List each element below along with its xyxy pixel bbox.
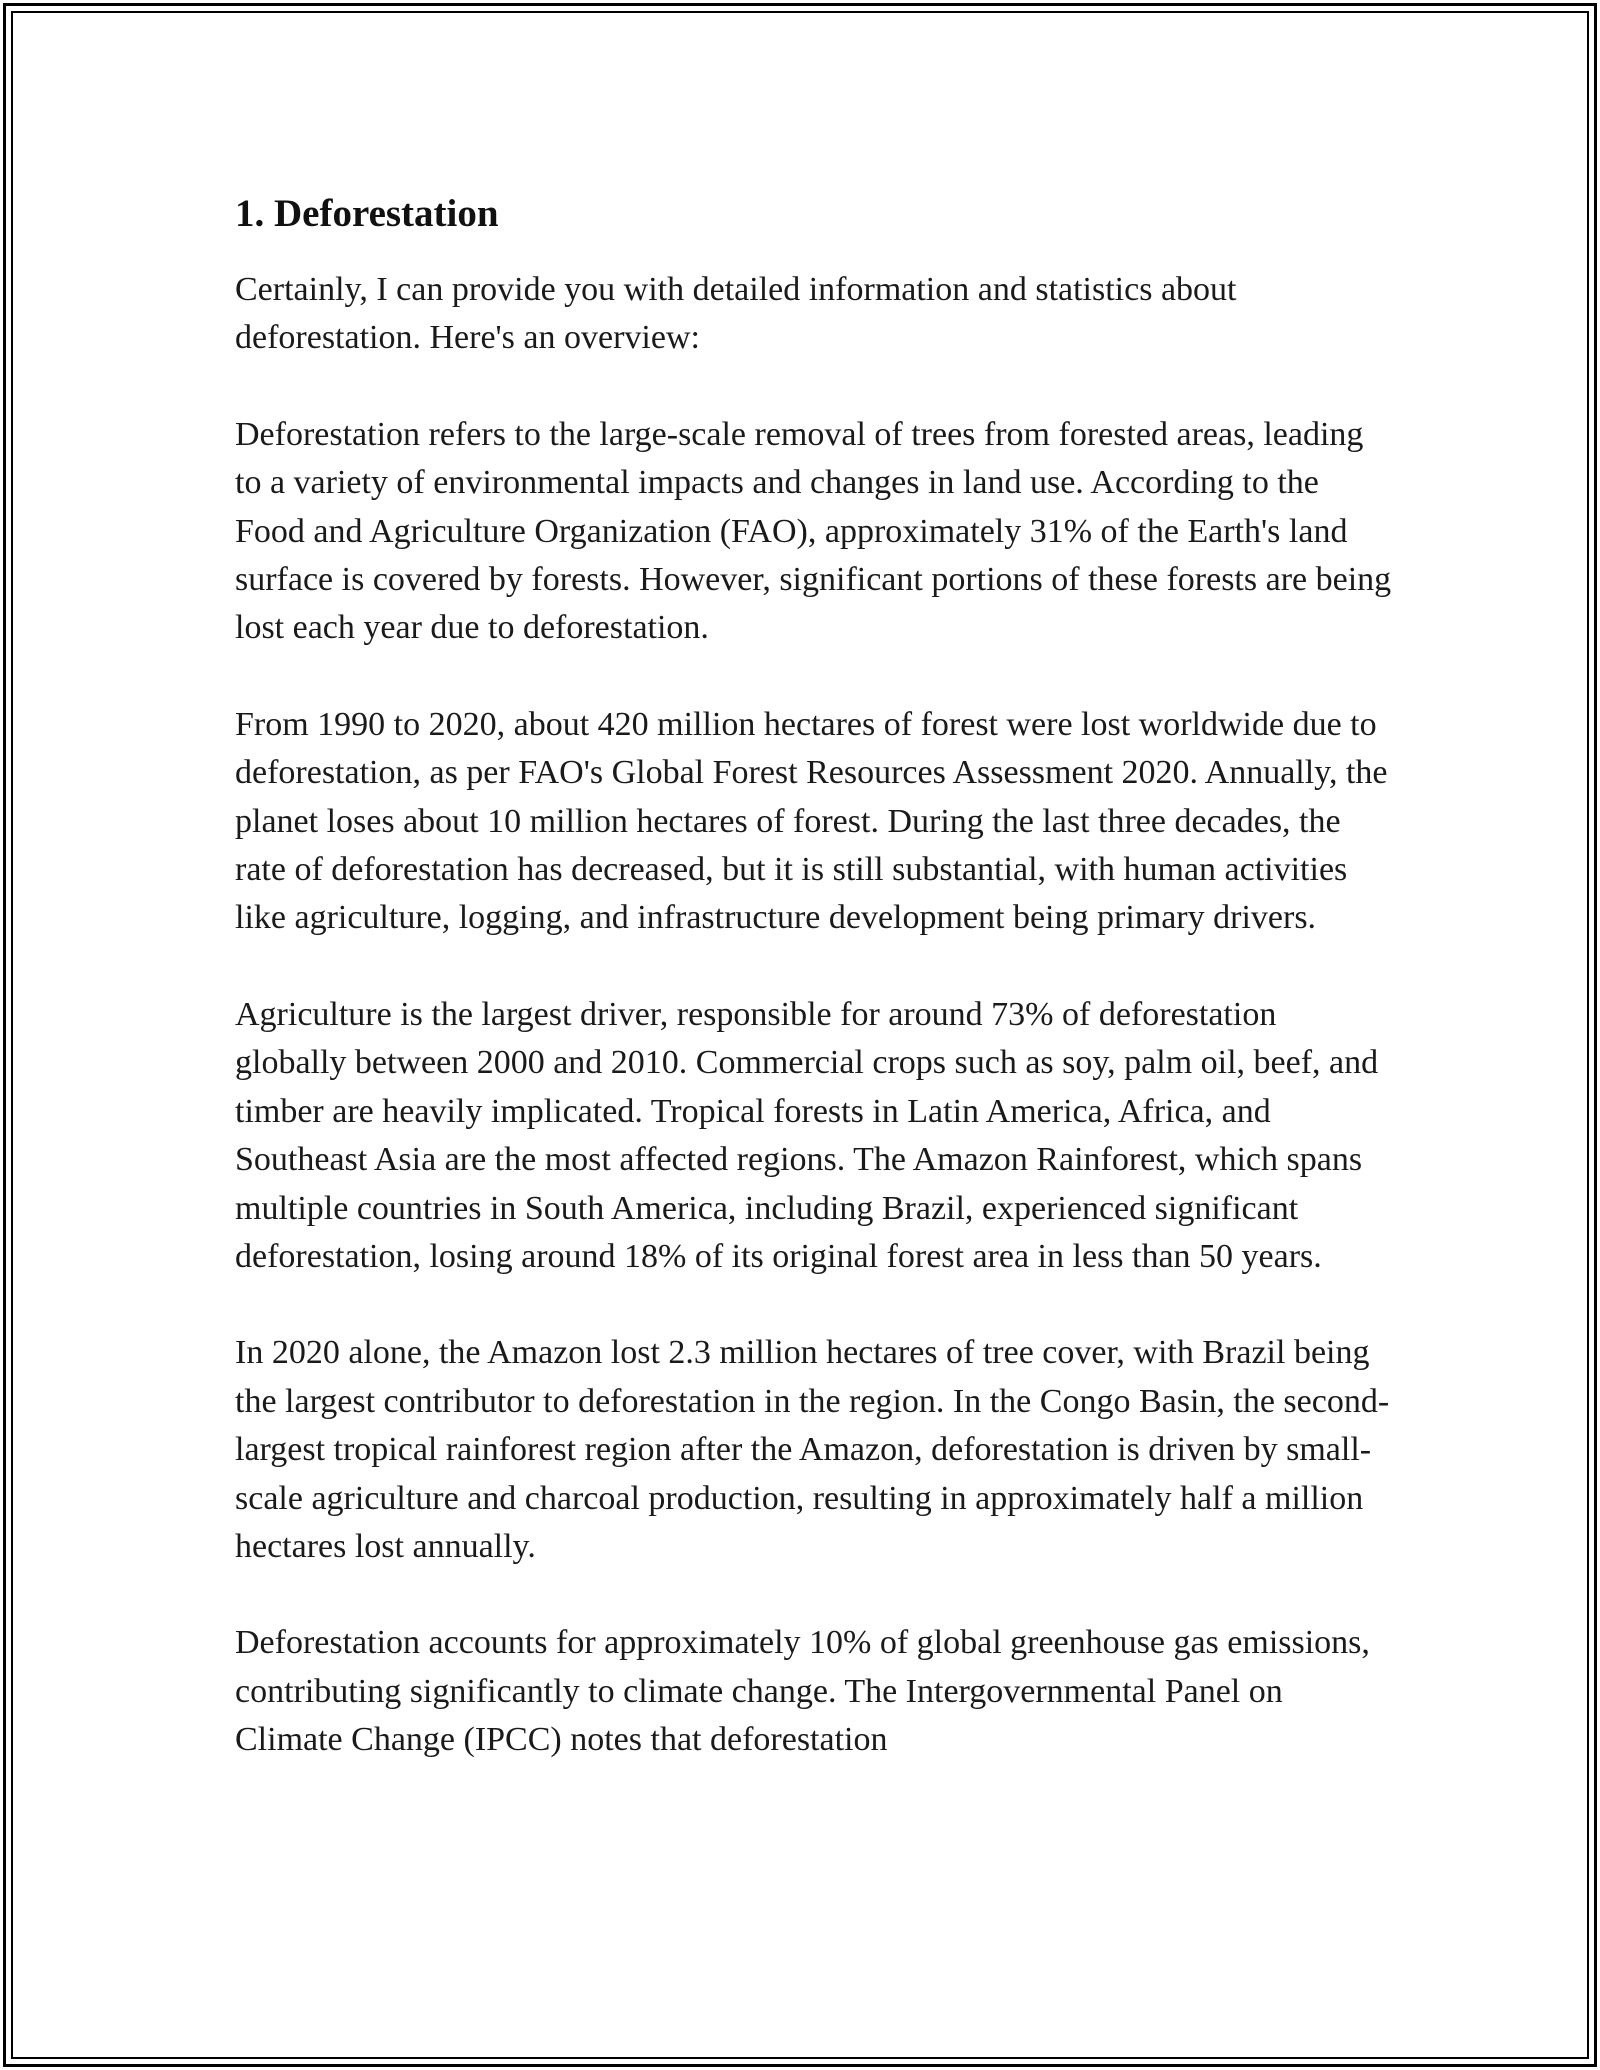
paragraph-emissions: Deforestation accounts for approximately 10% of global greenhouse gas emissions, contributing significantly to climate change. The Intergovernmental Panel on Climate Change (IPCC) notes that deforestation <box>235 1624 1370 1759</box>
paragraph-agriculture: Agriculture is the largest driver, responsible for around 73% of deforestation globally between 2000 and 2010. Commercial crops such as soy, palm oil, beef, and timber are heavily implicated. Tropical forests in Latin America, Africa, and Southeast Asia are the most affected regions. The Amazon Rainforest, which spans multiple countries in South America, including Brazil, experienced significant deforestation, losing around 18% of its original forest area in less than 50 years. <box>235 995 1379 1275</box>
paragraph-intro: Certainly, I can provide you with detailed information and statistics about deforestation. Here's an overview: <box>235 271 1237 357</box>
paragraph-forest-loss: From 1990 to 2020, about 420 million hectares of forest were lost worldwide due to deforestation, as per FAO's Global Forest Resources Assessment 2020. Annually, the planet loses about 10 million hectares of forest. During the last three decades, the rate of deforestation has decreased, but it is still substantial, with human activities like agriculture, logging, and infrastructure development being primary drivers. <box>235 705 1388 937</box>
paragraph-definition: Deforestation refers to the large-scale removal of trees from forested areas, leading to a variety of environmental impacts and changes in land use. According to the Food and Agriculture Organization (FAO), approximately 31% of the Earth's land surface is covered by forests. However, significant portions of these forests are being lost each year due to deforestation. <box>235 415 1392 647</box>
document-body <box>235 186 1395 1813</box>
section-heading: 1. Deforestation <box>235 192 499 235</box>
paragraph-amazon-congo: In 2020 alone, the Amazon lost 2.3 million hectares of tree cover, with Brazil being the largest contributor to deforestation in the region. In the Congo Basin, the second-largest tropical rainforest region after the Amazon, deforestation is driven by small-scale agriculture and charcoal production, resulting in approximately half a million hectares lost annually. <box>235 1334 1390 1565</box>
